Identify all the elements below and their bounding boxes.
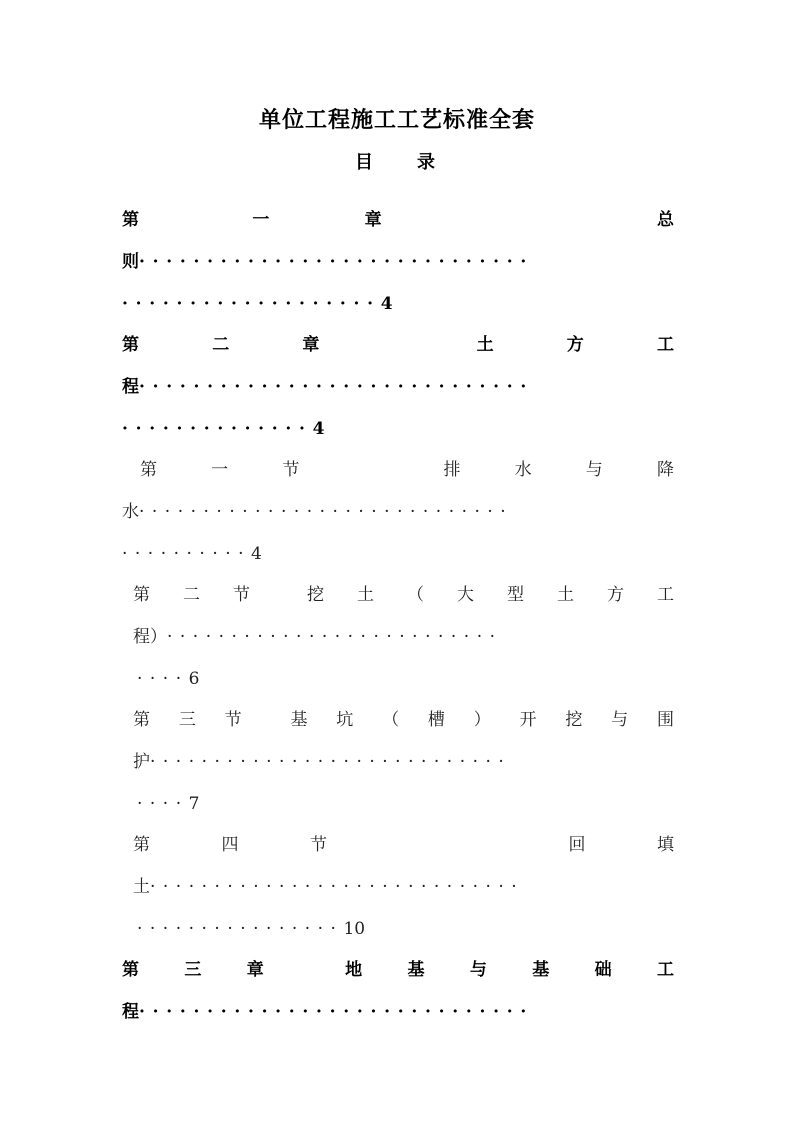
toc-char: 第: [133, 585, 150, 605]
dot-leader: ····: [137, 794, 189, 814]
dot-leader: ····: [137, 669, 189, 689]
document-title: 单位工程施工工艺标准全套: [258, 107, 535, 133]
page-number: 4: [251, 544, 262, 564]
toc-char: 程: [122, 1002, 139, 1022]
toc-char: （: [382, 710, 400, 730]
dot-leader: ·····························: [150, 877, 525, 897]
toc-entry-1-heading[interactable]: [122, 208, 674, 232]
toc-entry-4-leader: [133, 625, 678, 649]
toc-char: 开: [519, 710, 537, 730]
toc-char: 护: [133, 752, 150, 772]
toc-char: 节: [282, 460, 300, 480]
toc-char: 挖: [565, 710, 583, 730]
toc-char: 二: [212, 335, 230, 355]
toc-entry-2-heading[interactable]: [122, 333, 674, 357]
toc-char: 填: [657, 835, 674, 855]
toc-char: 土: [357, 585, 374, 605]
toc-heading-char-1: 目: [355, 152, 373, 173]
page-number: 4: [380, 294, 393, 314]
toc-char: 与: [611, 710, 629, 730]
toc-entry-5-page-line: [137, 792, 199, 816]
page-number: 6: [188, 669, 200, 689]
toc-char: 总: [656, 210, 674, 230]
toc-entry-7-heading[interactable]: [122, 958, 674, 982]
toc-entry-4-page-line: [137, 667, 199, 691]
toc-char: 土: [133, 877, 150, 897]
toc-entry-1-leader: [122, 250, 678, 274]
dot-leader: ··········: [122, 544, 252, 564]
page-number: 10: [343, 919, 366, 939]
toc-char: 第: [140, 460, 157, 480]
dot-leader: ····························: [150, 752, 512, 772]
toc-entry-4-heading[interactable]: [133, 583, 674, 607]
toc-char: 二: [183, 585, 200, 605]
toc-char: 程）: [133, 627, 167, 647]
toc-entry-3-page-line: [122, 542, 262, 566]
toc-char: 型: [507, 585, 524, 605]
toc-char: 节: [310, 835, 327, 855]
toc-char: 挖: [307, 585, 324, 605]
toc-char: 工: [657, 960, 674, 980]
toc-char: 方: [566, 335, 584, 355]
toc-char: 与: [585, 460, 603, 480]
toc-char: 水: [514, 460, 532, 480]
toc-char: 基: [532, 960, 550, 980]
toc-entry-5-heading[interactable]: [133, 708, 674, 732]
page-number: 7: [188, 794, 200, 814]
toc-char: ）: [473, 710, 491, 730]
toc-char: 工: [656, 335, 674, 355]
dot-leader: ·····························: [139, 252, 534, 272]
toc-heading-char-2: 录: [417, 152, 435, 173]
toc-char: 第: [133, 835, 150, 855]
toc-char: 节: [233, 585, 250, 605]
toc-char: 基: [290, 710, 308, 730]
toc-char: 大: [457, 585, 474, 605]
toc-entry-7-leader: [122, 1000, 678, 1024]
toc-char: 第: [133, 710, 150, 730]
toc-char: 方: [607, 585, 624, 605]
dot-leader: ··························: [167, 627, 503, 647]
page-number: 4: [312, 419, 325, 439]
toc-char: 章: [246, 960, 264, 980]
toc-entry-2-leader: [122, 375, 678, 399]
dot-leader: ···················: [122, 294, 381, 314]
toc-char: 与: [469, 960, 487, 980]
toc-char: 地: [345, 960, 363, 980]
dot-leader: ·····························: [139, 1002, 534, 1022]
toc-char: 基: [407, 960, 425, 980]
toc-entry-5-leader: [133, 750, 678, 774]
toc-char: 工: [657, 585, 674, 605]
toc-heading: [355, 148, 435, 174]
toc-char: 槽: [427, 710, 445, 730]
toc-char: 排: [443, 460, 461, 480]
dot-leader: ················: [137, 919, 344, 939]
toc-char: 第: [122, 210, 139, 230]
toc-entry-6-heading[interactable]: [133, 833, 674, 857]
toc-char: （: [407, 585, 424, 605]
toc-char: 程: [122, 377, 139, 397]
dot-leader: ·····························: [139, 377, 534, 397]
dot-leader: ··············: [122, 419, 313, 439]
toc-char: 第: [122, 335, 139, 355]
toc-char: 节: [224, 710, 242, 730]
toc-char: 水: [122, 502, 139, 522]
toc-char: 土: [476, 335, 494, 355]
toc-char: 四: [221, 835, 239, 855]
toc-char: 一: [252, 210, 270, 230]
dot-leader: ·····························: [139, 502, 514, 522]
toc-char: 础: [594, 960, 612, 980]
toc-char: 三: [178, 710, 196, 730]
toc-entry-6-page-line: [137, 917, 365, 941]
toc-entry-3-leader: [122, 500, 678, 524]
toc-char: 降: [656, 460, 674, 480]
toc-char: 回: [568, 835, 586, 855]
toc-entry-6-leader: [133, 875, 678, 899]
toc-entry-1-page-line: [122, 292, 393, 316]
toc-char: 章: [302, 335, 320, 355]
toc-entry-3-heading[interactable]: [140, 458, 674, 482]
toc-char: 围: [656, 710, 674, 730]
toc-char: 三: [184, 960, 202, 980]
toc-char: 章: [364, 210, 382, 230]
toc-entry-2-page-line: [122, 417, 325, 441]
toc-char: 土: [557, 585, 574, 605]
toc-char: 坑: [336, 710, 354, 730]
toc-char: 一: [211, 460, 229, 480]
toc-char: 第: [122, 960, 139, 980]
toc-char: 则: [122, 252, 139, 272]
